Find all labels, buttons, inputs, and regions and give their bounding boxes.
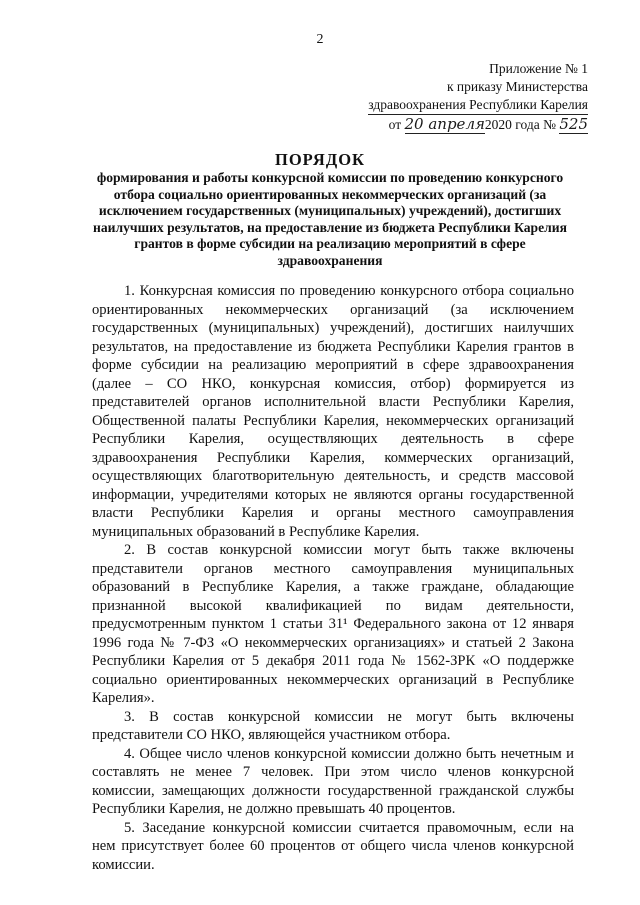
page-number: 2 [316, 32, 324, 47]
paragraph-1: 1. Конкурсная комиссия по проведению конкурсного отбора социально ориентированных некоммерческих организаций (за исключением государственных (муниципальных) учреждений), достигших наилучших результатов, на предоставление из бюджета Республики Карелия грантов в форме субсидии на реализацию мероприятий в сфере здравоохранения (далее – СО НКО, конкурсная комиссия, отбор) формируется из представителей органов исполнительной власти Республики Карелия, Общественной палаты Республики Карелия, некоммерческих организаций Республики Карелия, осуществляющих деятельность в сфере здравоохранения Республики Карелия, коммерческих организаций, осуществляющих благотворительную деятельность, и средств массовой информации, учредителями которых не являются органы государственной власти Республики Карелия и органы местного самоуправления муниципальных образований в Республике Карелия. [92, 283, 574, 540]
paragraph-2: 2. В состав конкурсной комиссии могут быть также включены представители органов местного самоуправления муниципальных образований в Республике Карелия, а также граждане, обладающие признанной высокой квалификацией по видам деятельности, предусмотренным пунктом 1 статьи 31¹ Федерального закона от 12 января 1996 года № 7-ФЗ «О некоммерческих организациях» и статьей 2 Закона Республики Карелия от 5 декабря 2011 года № 1562-ЗРК «О поддержке социально ориентированных некоммерческих организаций в Республике Карелия». [92, 542, 574, 706]
appendix-line2: к приказу Министерства [446, 79, 588, 94]
appendix-line3: здравоохранения Республики Карелия [368, 96, 588, 115]
paragraph-4: 4. Общее число членов конкурсной комиссии должно быть нечетным и составлять не менее 7 человек. При этом число членов конкурсной комиссии, замещающих должности государственной гражданской службы Республики Карелия, не должно превышать 40 процентов. [92, 745, 574, 817]
document-subtitle: формирования и работы конкурсной комиссии по проведению конкурсного отбора социально ориентированных некоммерческих организаций (за исключением государственных (муниципальных) учреждений), достигших наилучших результатов, на предоставление из бюджета Республики Карелия грантов в форме субсидии на реализацию мероприятий в сфере здравоохранения [93, 170, 567, 268]
appendix-line1: Приложение № 1 [489, 61, 588, 76]
appendix-date-line [368, 115, 588, 134]
date-prefix: от [388, 117, 402, 132]
paragraph-3: 3. В состав конкурсной комиссии не могут быть включены представители СО НКО, являющейся участником отбора. [92, 708, 574, 743]
document-title: ПОРЯДОК [275, 150, 365, 169]
appendix-block [368, 60, 588, 134]
handwritten-order-number: 525 [559, 115, 588, 133]
date-suffix: 2020 года № [484, 117, 556, 132]
paragraph-5: 5. Заседание конкурсной комиссии считается правомочным, если на нем присутствует более 60 процентов от общего числа членов конкурсной комиссии. [92, 819, 574, 873]
document-body [92, 282, 574, 874]
handwritten-date: 20 апреля [404, 115, 485, 133]
